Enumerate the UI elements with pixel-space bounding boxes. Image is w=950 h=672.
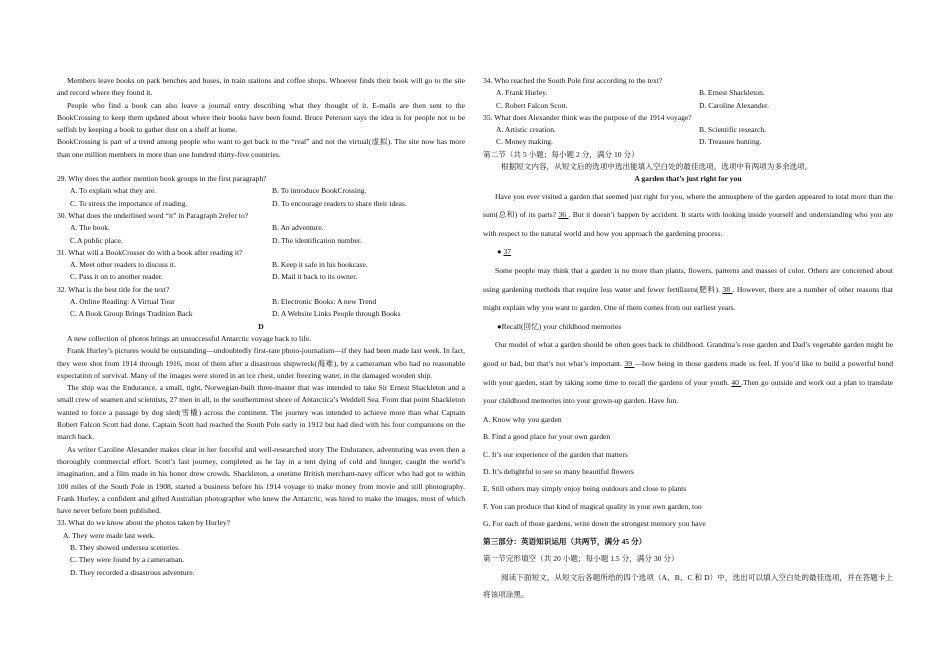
question-stem: 33. What do we know about the photos taken by Hurley? xyxy=(57,518,231,528)
section-2-instructions: 根据短文内容，从短文后的选项中选出能填入空白处的最佳选项。选项中有两项为多余选项。 xyxy=(501,162,813,172)
question-34 xyxy=(483,75,893,112)
option: B. An adventure. xyxy=(272,223,324,233)
option: B. They showed undersea sceneries. xyxy=(70,542,180,552)
choice-item: G. For each of those gardens, write down the strongest memory you have xyxy=(483,519,706,529)
option: C. Money making. xyxy=(496,137,553,147)
choice-item: C. It’s our experience of the garden that matters xyxy=(483,449,628,459)
choice-item: B. Find a good place for your own garden xyxy=(483,432,611,442)
passage-paragraph: Frank Hurley’s pictures would be outstanding—undoubtedly first-rate photo-journalism—if they had been made last week. In fact, they were shot from 1914 through 1916, most of them after a disastrous shipwreck(海难), by a cameraman who had no reasonable expectation of survival. Many of the images were stored in an ice chest, under freezing water, in the damaged wooden ship. xyxy=(57,346,465,380)
passage-paragraph xyxy=(483,188,893,244)
passage-paragraph: People who find a book can also leave a journal entry describing what they thought of it. E-mails are then sent to the BookCrossing to keep them updated about where their books have been found. Bruce Peterson says the idea is for people not to be selfish by keeping a book to gather dust on a shelf at home. xyxy=(57,100,465,135)
question-35 xyxy=(483,112,893,149)
option: D. A Website Links People through Books xyxy=(272,309,401,319)
option: B. To introduce BookCrossing. xyxy=(272,186,367,196)
part-3-section-1-header: 第一节完形填空（共 20 小题；每小题 1.5 分，满分 30 分） xyxy=(483,553,679,563)
option: A. Meet other readers to discuss it. xyxy=(70,260,176,270)
text-run: .Then go outside and work out a plan to translate your childhood memories into your grown-up garden. Have fun. xyxy=(483,377,893,406)
choice-item: D. It’s delightful to see so many beautiful flowers xyxy=(483,467,634,477)
option: D. Treasure hunting. xyxy=(699,137,762,147)
blank-39: 39 xyxy=(624,359,635,369)
option: C. Robert Falcon Scott. xyxy=(496,100,568,110)
option: C. A Book Group Brings Tradition Back xyxy=(70,309,193,319)
choice-list xyxy=(483,411,893,533)
passage-title: A garden that’s just right for you xyxy=(634,174,742,184)
option: C. They were found by a cameraman. xyxy=(70,555,185,565)
option: A. They were made last week. xyxy=(63,530,156,540)
question-31 xyxy=(57,247,465,284)
part-3-header: 第三部分：英语知识运用（共两节，满分 45 分） xyxy=(483,536,647,546)
text-run: —how being in those gardens made us feel. If you’d like to build a powerful bond with your garden, start by taking some time to recall the gardens of your youth. xyxy=(483,359,893,387)
option: A. Frank Hurley. xyxy=(496,88,548,98)
option: D. The identification number. xyxy=(272,235,362,245)
choice-item: E. Still others may simply enjoy being outdoors and close to plants xyxy=(483,484,687,494)
section-2-header: 第二节（共 5 小题；每小题 2 分，满分 10 分） xyxy=(483,149,639,159)
text-run: Some people may think that a garden is no more than plants, flowers, patterns and masses of color. Others are concerned about using gardening methods that require less water and fewer fertilizers(肥料). xyxy=(483,266,893,294)
option: D. Mail it back to its owner. xyxy=(272,272,358,282)
passage-paragraph: BookCrossing is part of a trend among people who want to get back to the “real” and not the virtual(虚拟). The site now has more than one million members in more than one hundred thirty-five countries. xyxy=(57,137,465,159)
blank-38: 38 xyxy=(722,284,733,294)
option: B. Ernest Shackleton. xyxy=(699,88,765,98)
option: D. Caroline Alexander. xyxy=(699,100,770,110)
question-29 xyxy=(57,173,465,210)
option: C. Pass it on to another reader. xyxy=(70,272,163,282)
option: A. Online Reading: A Virtual Tour xyxy=(70,297,175,307)
option: A. Artistic creation. xyxy=(496,125,556,135)
passage-paragraph xyxy=(483,262,893,318)
passage-paragraph xyxy=(483,336,893,410)
bullet-heading: ●Recall(回忆) your childhood memories xyxy=(497,321,622,331)
text-run: Have you ever visited a garden that seemed just right for you, where the atmosphere of the garden appeared to total more than the sum(总和) of its parts? xyxy=(483,191,893,220)
section-d-heading: D xyxy=(258,321,264,331)
question-33 xyxy=(57,517,465,578)
question-32 xyxy=(57,284,465,321)
blank-40: 40 xyxy=(731,377,742,387)
option: D. To encourage readers to share their ideas. xyxy=(272,198,407,208)
text-run: Our model of what a garden should be often goes back to childhood. Grandma’s rose garden and Dad’s vegetable garden might be good or bad, but that’s not what’s important. xyxy=(483,340,893,369)
blank-37: 37 xyxy=(503,247,512,257)
option: C. To stress the importance of reading. xyxy=(70,198,188,208)
right-column xyxy=(483,75,893,603)
text-run: . However, there are a number of other reasons that might explain why you want to garden. One of them comes from our earliest years. xyxy=(483,284,893,313)
option: A. To explain what they are. xyxy=(70,186,156,196)
option: B. Electronic Books: A new Trend xyxy=(272,297,377,307)
text-run: . But it doesn’t happen by accident. It starts with looking inside yourself and understanding who you are with respect to the natural world and how you approach the gardening process. xyxy=(483,210,894,238)
question-stem: 32. What is the best title for the text? xyxy=(57,284,170,294)
option: D. They recorded a disastrous adventure. xyxy=(70,567,195,577)
passage-paragraph: A new collection of photos brings an unsuccessful Antarctic voyage back to life. xyxy=(67,333,311,343)
question-stem: 34. Who reached the South Pole first according to the text? xyxy=(483,76,663,85)
choice-item: F. You can produce that kind of magical quality in your own garden, too xyxy=(483,501,702,511)
bullet-heading xyxy=(483,243,893,262)
option: B. Keep it safe in his bookcase. xyxy=(272,260,368,270)
question-stem: 30. What does the underlined word “it” in Paragraph 2refer to? xyxy=(57,210,249,220)
question-stem: 31. What will a BookCrosser do with a book after reading it? xyxy=(57,247,243,257)
choice-item: A. Know why you garden xyxy=(483,414,562,424)
blank-36: 36 xyxy=(558,210,569,220)
bullet-icon: ● xyxy=(497,247,504,257)
question-stem: 29. Why does the author mention book groups in the first paragraph? xyxy=(57,174,267,184)
question-30 xyxy=(57,210,465,247)
option: C.A public place. xyxy=(70,235,123,245)
question-stem: 35. What does Alexander think was the purpose of the 1914 voyage? xyxy=(483,112,692,122)
option: A. The book. xyxy=(70,223,110,233)
passage-paragraph: Members leave books on park benches and buses, in train stations and coffee shops. Whoever finds their book will go to the site and record where they found it. xyxy=(57,76,465,98)
passage-paragraph: The ship was the Endurance, a small, tight, Norwegian-built three-master that was intended to take Sir Ernest Shackleton and a small crew of seamen and scientists, 27 men in all, to the southernmost shore of Antarctica’s Weddell Sea. From that point Shackleton wanted to force a passage by dog sled(雪橇) across the continent. The journey was intended to achieve more than what Captain Robert Falcon Scott had done. Captain Scott had reached the South Pole early in 1912 but had died with his four companions on the march back. xyxy=(57,383,465,442)
option: B. Scientific research. xyxy=(699,125,767,135)
passage-paragraph: As writer Caroline Alexander makes clear in her forceful and well-researched story The Endurance, adventuring was even then a thoroughly commercial effort. Scott’s last journey, completed as he lay in a tent dying of cold and hunger, caught the world’s imagination, and a film made in his honor drew crowds. Shackleton, a onetime British merchant-navy officer who had got to within 100 miles of the South Pole in 1908, started a business before his 1914 voyage to make money from movie and still photography. Frank Hurley, a confident and gifted Australian photographer who knew the Antarctic, was hired to make the images, most of which have never before been published. xyxy=(57,444,465,516)
left-column xyxy=(57,75,465,579)
part-3-instructions: 阅读下面短文，从短文后各题所给的四个选项（A、B、C 和 D）中，选出可以填入空白处的最佳选项，并在答题卡上将该项涂黑。 xyxy=(483,572,893,599)
